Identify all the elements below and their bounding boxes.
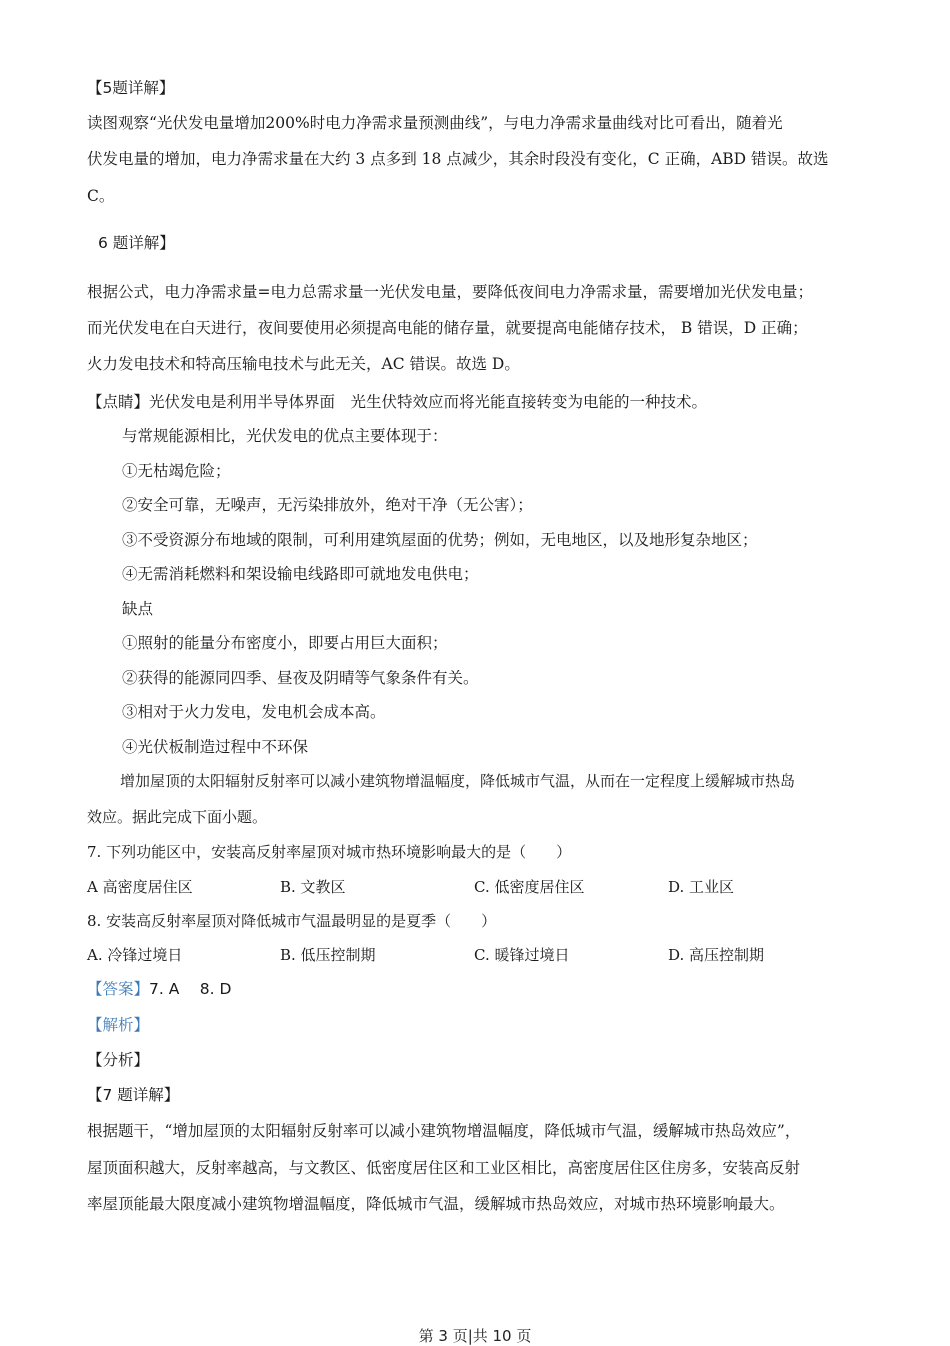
question-8-option-b[interactable]: B. 低压控制期 — [280, 946, 376, 964]
question-8-stem: 8. 安装高反射率屋顶对降低城市气温最明显的是夏季（ ） — [87, 912, 497, 930]
question-7-stem: 7. 下列功能区中，安装高反射率屋顶对城市热环境影响最大的是（ ） — [87, 843, 572, 861]
q5-heading: 【5题详解】 — [87, 79, 175, 97]
disadvantages-label: 缺点 — [122, 600, 154, 618]
q5-line-3: C。 — [87, 187, 115, 205]
q7-line-1: 根据题干，“增加屋顶的太阳辐射反射率可以减小建筑物增温幅度，降低城市气温，缓解城市热岛效应”， — [87, 1122, 801, 1140]
question-7-option-a[interactable]: A 高密度居住区 — [87, 878, 193, 896]
answer-value: 7. A 8. D — [149, 980, 232, 998]
advantage-item: ③不受资源分布地域的限制，可利用建筑屋面的优势；例如，无电地区，以及地形复杂地区； — [122, 531, 758, 549]
tip-text: 光伏发电是利用半导体界面 光生伏特效应而将光能直接转变为电能的一种技术。 — [149, 393, 708, 411]
q6-heading: 6 题详解】 — [98, 234, 175, 252]
question-7-option-c[interactable]: C. 低密度居住区 — [474, 878, 585, 896]
question-7-option-b[interactable]: B. 文教区 — [280, 878, 346, 896]
advantage-item: ②安全可靠，无噪声，无污染排放外，绝对干净（无公害）； — [122, 496, 533, 514]
q6-line-1: 根据公式，电力净需求量=电力总需求量一光伏发电量，要降低夜间电力净需求量，需要增加光伏发电量； — [87, 283, 813, 301]
tip-label: 【点睛】 — [87, 393, 150, 411]
q7-line-2: 屋顶面积越大，反射率越高，与文教区、低密度居住区和工业区相比，高密度居住区住房多，安装高反射 — [87, 1159, 801, 1177]
material-line-1: 增加屋顶的太阳辐射反射率可以减小建筑物增温幅度，降低城市气温，从而在一定程度上缓解城市热岛 — [120, 772, 796, 790]
question-8-option-d[interactable]: D. 高压控制期 — [668, 946, 765, 964]
q7-heading: 【7 题详解】 — [87, 1086, 180, 1104]
tip-intro: 与常规能源相比，光伏发电的优点主要体现于： — [122, 427, 448, 445]
disadvantage-item: ④光伏板制造过程中不环保 — [122, 738, 309, 756]
q6-line-3: 火力发电技术和特高压输电技术与此无关，AC 错误。故选 D。 — [87, 355, 520, 373]
tip-paragraph — [87, 392, 707, 412]
q5-line-2: 伏发电量的增加，电力净需求量在大约 3 点多到 18 点减少，其余时段没有变化，C 正确，ABD 错误。故选 — [87, 150, 829, 168]
answer-label: 【答案】 — [87, 980, 150, 998]
question-7-option-d[interactable]: D. 工业区 — [668, 878, 735, 896]
material-line-2: 效应。据此完成下面小题。 — [87, 808, 268, 826]
fenxi-label: 【分析】 — [87, 1051, 150, 1069]
page-number: 第 3 页|共 10 页 — [418, 1327, 532, 1345]
advantage-item: ①无枯竭危险； — [122, 462, 231, 480]
disadvantage-item: ③相对于火力发电，发电机会成本高。 — [122, 703, 386, 721]
question-8-option-a[interactable]: A. 冷锋过境日 — [87, 946, 183, 964]
q6-line-2: 而光伏发电在白天进行，夜间要使用必须提高电能的储存量，就要提高电能储存技术， B 错误，D 正确； — [87, 319, 808, 337]
analysis-label: 【解析】 — [87, 1016, 150, 1034]
advantage-item: ④无需消耗燃料和架设输电线路即可就地发电供电； — [122, 565, 479, 583]
q7-line-3: 率屋顶能最大限度减小建筑物增温幅度，降低城市气温，缓解城市热岛效应，对城市热环境影响最大。 — [87, 1195, 785, 1213]
answer-row — [87, 979, 231, 999]
disadvantage-item: ①照射的能量分布密度小，即要占用巨大面积； — [122, 634, 448, 652]
q5-line-1: 读图观察“光伏发电量增加200%时电力净需求量预测曲线”，与电力净需求量曲线对比可看出，随着光 — [87, 114, 783, 132]
disadvantage-item: ②获得的能源同四季、昼夜及阴晴等气象条件有关。 — [122, 669, 479, 687]
question-8-option-c[interactable]: C. 暖锋过境日 — [474, 946, 570, 964]
